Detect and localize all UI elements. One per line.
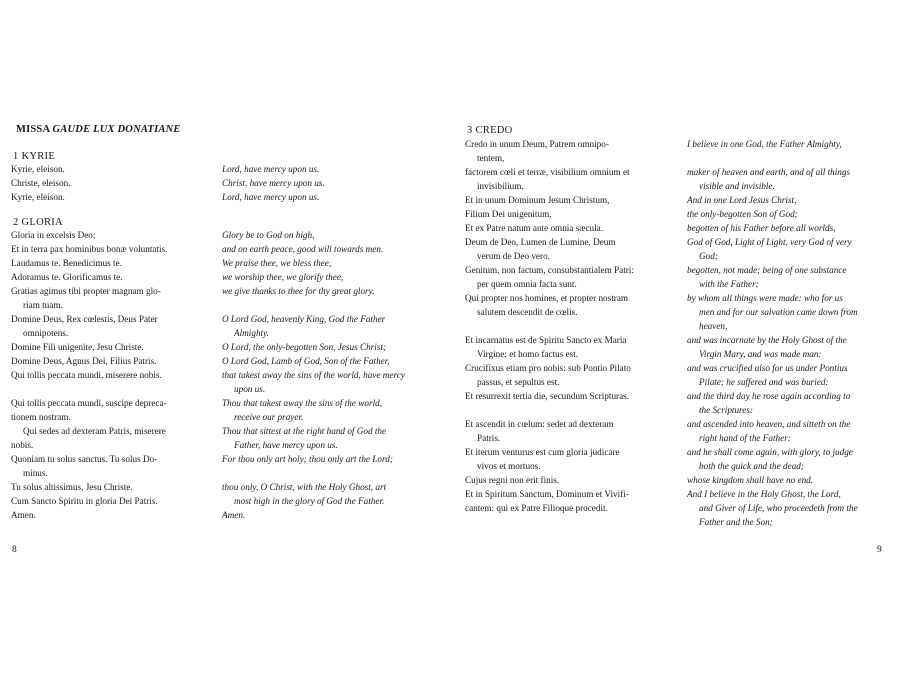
text-line: we worship thee, we glorify thee,	[222, 272, 344, 282]
text-line: upon us.	[234, 384, 266, 394]
text-line: thou only, O Christ, with the Holy Ghost, art	[222, 482, 387, 492]
mass-title-name: GAUDE LUX DONATIANE	[52, 124, 181, 135]
text-line: God;	[699, 251, 718, 261]
text-line: Laudamus te. Benedicimus te.	[11, 258, 122, 268]
text-line: Thou that sittest at the right hand of God the	[222, 426, 387, 436]
text-line: we give thanks to thee for thy great glory.	[222, 286, 375, 296]
text-line: tentem,	[477, 153, 505, 163]
text-line: Pilate; he suffered and was buried:	[699, 377, 829, 387]
text-line: Et in terra pax hominibus bonæ voluntatis.	[11, 244, 168, 254]
text-line: Cujus regni non erit finis.	[465, 475, 560, 485]
text-line: the Scriptures:	[699, 405, 754, 415]
text-line: Et ex Patre natum ante omnia sæcula.	[465, 223, 604, 233]
text-line: per quem omnia facta sunt.	[477, 279, 577, 289]
text-line: men and for our salvation came down from	[699, 307, 858, 317]
text-line: omnipotens.	[23, 328, 69, 338]
mass-title	[16, 124, 181, 135]
text-line: Father and the Son;	[699, 517, 773, 527]
text-line: I believe in one God, the Father Almighty,	[687, 139, 842, 149]
text-line: verum de Deo vero.	[477, 251, 550, 261]
text-line: Virgine: et homo factus est.	[477, 349, 579, 359]
text-line: Christe, eleison.	[11, 178, 71, 188]
text-line: Et in unum Dominum Jesum Christum,	[465, 195, 610, 205]
text-line: receive our prayer.	[234, 412, 304, 422]
gloria-heading: 2 GLORIA	[13, 217, 63, 228]
text-line: Et iterum venturus est cum gloria judicare	[465, 447, 620, 457]
text-line: God of God, Light of Light, very God of very	[687, 237, 852, 247]
text-line: salutem descendit de cœlis.	[477, 307, 578, 317]
text-line: invisibilium.	[477, 181, 524, 191]
text-line: Qui sedes ad dexteram Patris, miserere	[23, 426, 166, 436]
text-line: and ascended into heaven, and sitteth on the	[687, 419, 851, 429]
text-line: passus, et sepultus est.	[477, 377, 560, 387]
text-line: Qui tollis peccata mundi, suscipe depreca-	[11, 398, 167, 408]
text-line: and Giver of Life, who proceedeth from the	[699, 503, 858, 513]
text-line: And I believe in the Holy Ghost, the Lord,	[687, 489, 841, 499]
text-line: Qui tollis peccata mundi, miserere nobis.	[11, 370, 162, 380]
text-line: both the quick and the dead;	[699, 461, 804, 471]
text-line: and was incarnate by the Holy Ghost of the	[687, 335, 847, 345]
text-line: Glory be to God on high,	[222, 230, 315, 240]
text-line: Deum de Deo, Lumen de Lumine, Deum	[465, 237, 616, 247]
text-line: and he shall come again, with glory, to judge	[687, 447, 853, 457]
text-line: Filium Dei unigenitum,	[465, 209, 552, 219]
text-line: visible and invisible.	[699, 181, 775, 191]
text-line: Quoniam tu solus sanctus. Tu solus Do-	[11, 454, 158, 464]
text-line: Domine Fili unigenite, Jesu Christe.	[11, 342, 144, 352]
page-number-left: 8	[12, 545, 17, 555]
text-line: Et incarnatus est de Spiritu Sancto ex Maria	[465, 335, 627, 345]
text-line: Christ, have mercy upon us.	[222, 178, 325, 188]
text-line: Kyrie, eleison.	[11, 164, 65, 174]
text-line: vivos et mortuos.	[477, 461, 541, 471]
text-line: and was crucified also for us under Pontius	[687, 363, 848, 373]
text-line: Domine Deus, Agnus Dei, Filius Patris.	[11, 356, 157, 366]
text-line: Qui propter nos homines, et propter nostram	[465, 293, 629, 303]
text-line: Kyrie, eleison.	[11, 192, 65, 202]
text-line: Crucifixus etiam pro nobis: sub Pontio Pilato	[465, 363, 631, 373]
text-line: Amen.	[11, 510, 36, 520]
text-line: most high in the glory of God the Father.	[234, 496, 385, 506]
text-line: Tu solus altissimus, Jesu Christe.	[11, 482, 133, 492]
text-line: tionem nostram.	[11, 412, 71, 422]
text-line: Et resurrexit tertia die, secundum Scripturas.	[465, 391, 630, 401]
mass-title-prefix: MISSA	[16, 124, 53, 135]
credo-heading: 3 CREDO	[467, 125, 513, 136]
text-line: maker of heaven and earth, and of all things	[687, 167, 851, 177]
text-line: Adoramus te. Glorificamus te.	[11, 272, 123, 282]
text-line: Gloria in excelsis Deo;	[11, 230, 96, 240]
kyrie-heading: 1 KYRIE	[13, 151, 56, 162]
text-line: Gratias agimus tibi propter magnam glo-	[11, 286, 161, 296]
text-line: O Lord God, heavenly King, God the Father	[222, 314, 386, 324]
text-line: Domine Deus, Rex cœlestis, Deus Pater	[11, 314, 158, 324]
text-line: Et ascendit in cœlum: sedet ad dexteram	[465, 419, 614, 429]
text-line: For thou only art holy; thou only art the Lord;	[222, 454, 393, 464]
text-line: begotten, not made; being of one substance	[687, 265, 847, 275]
text-line: right hand of the Father:	[699, 433, 791, 443]
text-line: Virgin Mary, and was made man:	[699, 349, 822, 359]
text-line: minus.	[23, 468, 48, 478]
text-line: Father, have mercy upon us.	[234, 440, 338, 450]
text-line: Cum Sancto Spiritu in gloria Dei Patris.	[11, 496, 158, 506]
text-line: and the third day he rose again according to	[687, 391, 851, 401]
text-line: Lord, have mercy upon us.	[222, 192, 320, 202]
text-line: Genitum, non factum, consubstantialem Patri:	[465, 265, 634, 275]
text-line: riam tuam.	[23, 300, 63, 310]
text-line: factorem cœli et terræ, visibilium omnium et	[465, 167, 630, 177]
text-line: Thou that takest away the sins of the world,	[222, 398, 383, 408]
text-line: that takest away the sins of the world, have mercy	[222, 370, 405, 380]
text-line: whose kingdom shall have no end.	[687, 475, 814, 485]
text-line: Lord, have mercy upon us.	[222, 164, 320, 174]
text-line: We praise thee, we bless thee,	[222, 258, 332, 268]
text-line: begotten of his Father before all worlds,	[687, 223, 836, 233]
page-number-right: 9	[877, 545, 882, 555]
text-line: O Lord, the only-begotten Son, Jesus Christ;	[222, 342, 386, 352]
text-line: and on earth peace, good will towards men.	[222, 244, 384, 254]
text-line: cantem: qui ex Patre Filioque procedit.	[465, 503, 608, 513]
text-line: Et in Spiritum Sanctum, Dominum et Vivifi-	[465, 489, 629, 499]
text-line: O Lord God, Lamb of God, Son of the Father,	[222, 356, 390, 366]
text-line: the only-begotten Son of God;	[687, 209, 798, 219]
text-line: Credo in unum Deum, Patrem omnipo-	[465, 139, 609, 149]
text-line: by whom all things were made: who for us	[687, 293, 843, 303]
text-line: with the Father;	[699, 279, 759, 289]
text-line: nobis.	[11, 440, 34, 450]
text-line: heaven,	[699, 321, 728, 331]
text-line: And in one Lord Jesus Christ,	[687, 195, 797, 205]
text-line: Almighty.	[234, 328, 269, 338]
text-line: Patris.	[477, 433, 501, 443]
text-line: Amen.	[222, 510, 246, 520]
